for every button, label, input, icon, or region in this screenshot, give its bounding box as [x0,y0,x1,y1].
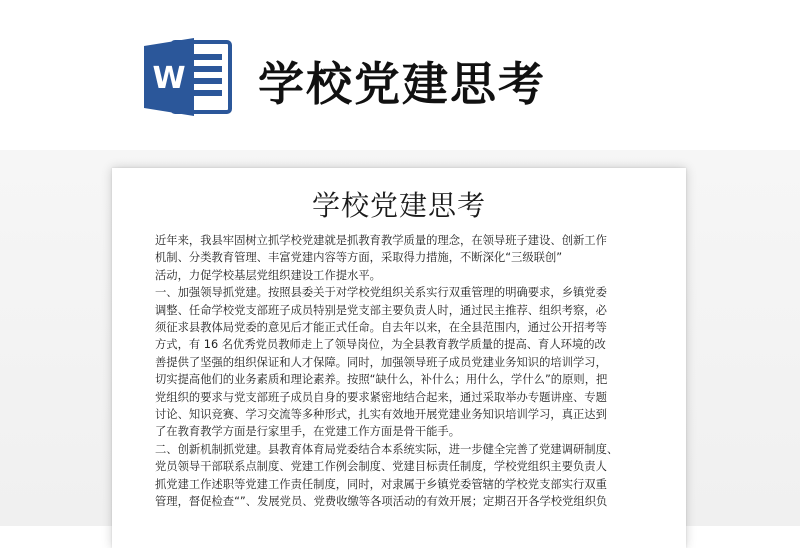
document-title: 学校党建思考 [311,189,486,222]
body-line: 切实提高他们的业务素质和理论素养。按照“缺什么，补什么；用什么，学什么”的原则，把 [155,373,608,387]
body-line: 管理，督促检查“”、发展党员、党费收缴等各项活动的有效开展；定期召开各学校党组织负 [155,495,608,509]
body-line: 二、创新机制抓党建。县教育体育局党委结合本系统实际，进一步健全完善了党建调研制度、 [155,442,619,456]
body-line: 一、加强领导抓党建。按照县委关于对学校党组织关系实行双重管理的明确要求，乡镇党委 [155,286,607,300]
body-line: 方式，有 16 名优秀党员教师走上了领导岗位，为全县教育教学质量的提高、育人环境的改 [155,338,606,352]
page-title: 学校党建思考 [258,57,546,111]
body-line: 调整、任命学校党支部班子成员特别是党支部主要负责人时，通过民主推荐、组织考察，必 [155,303,607,317]
body-line: 党组织的要求与党支部班子成员自身的要求紧密地结合起来，通过采取举办专题讲座、专题 [155,390,607,404]
body-line: 讨论、知识竞赛、学习交流等多种形式，扎实有效地开展党建业务知识培训学习，真正达到 [155,408,607,422]
body-line: 活动，力促学校基层党组织建设工作提水平。 [155,268,381,282]
body-line: 机制、分类教育管理、丰富党建内容等方面，采取得力措施，不断深化“三级联创” [155,251,563,265]
document-body [155,232,655,511]
document-page [112,168,686,548]
body-line: 近年来，我县牢固树立抓学校党建就是抓教育教学质量的理念，在领导班子建设、创新工作 [155,234,607,247]
word-icon-letter: W [152,61,186,96]
body-line: 善提供了坚强的组织保证和人才保障。同时，加强领导班子成员党建业务知识的培训学习， [155,355,607,369]
body-line: 了在教育教学方面是行家里手，在党建工作方面是骨干能手。 [155,425,461,439]
body-line: 抓党建工作述职等党建工作责任制度，同时，对隶属于乡镇党委管辖的学校党支部实行双重 [155,477,607,491]
body-line: 须征求县教体局党委的意见后才能正式任命。自去年以来，在全县范围内，通过公开招考等 [155,321,607,335]
header-banner [0,0,800,150]
body-line: 党员领导干部联系点制度、党建工作例会制度、党建目标责任制度，学校党组织主要负责人 [155,460,607,474]
word-icon [142,34,232,120]
